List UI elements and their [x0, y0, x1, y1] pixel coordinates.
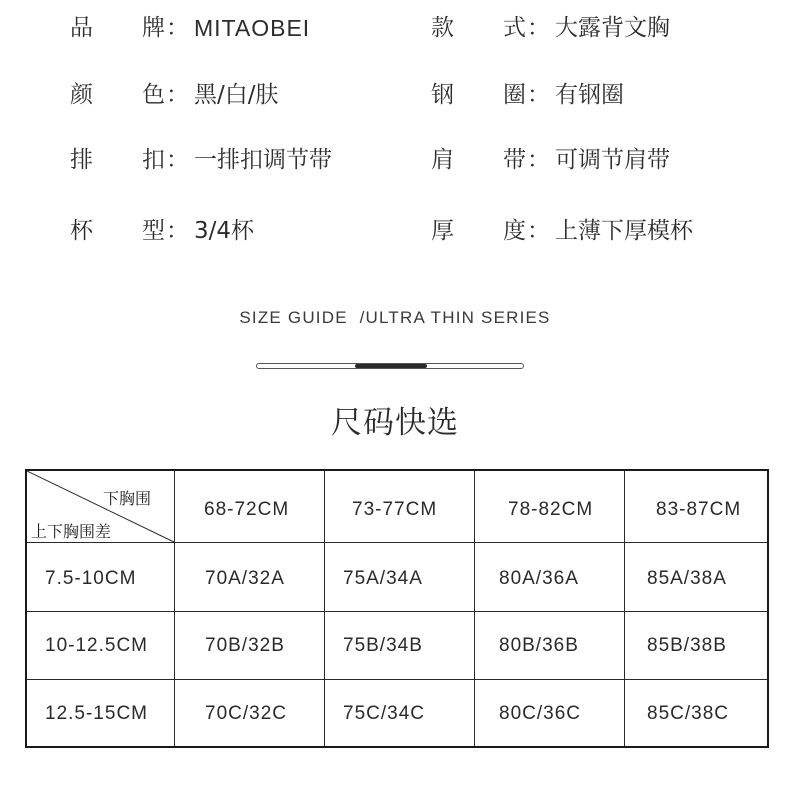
- table-cell: 80B/36B: [499, 635, 579, 656]
- table-cell: 85A/38A: [647, 568, 727, 589]
- spec-key-first: 品: [70, 15, 93, 41]
- spec-colon: ：: [166, 15, 189, 41]
- table-cell: 85B/38B: [647, 635, 727, 656]
- corner-header-underbust: 下胸围: [103, 489, 152, 508]
- spec-key-first: 款: [431, 15, 454, 41]
- spec-value: 一排扣调节带: [194, 147, 332, 173]
- spec-key-second: 度: [503, 218, 526, 244]
- spec-key-second: 圈: [503, 82, 526, 108]
- spec-key-first: 排: [70, 147, 93, 173]
- table-cell: 75C/34C: [343, 703, 425, 724]
- spec-key-second: 牌: [142, 15, 165, 41]
- row-header: 7.5-10CM: [45, 568, 137, 589]
- column-header: 68-72CM: [204, 499, 290, 520]
- spec-value: 可调节肩带: [555, 147, 670, 173]
- table-cell: 70B/32B: [205, 635, 285, 656]
- spec-colon: ：: [527, 218, 550, 244]
- spec-value: MITAOBEI: [194, 15, 311, 41]
- divider-bar-highlight: [355, 364, 427, 368]
- column-header: 73-77CM: [352, 499, 438, 520]
- table-cell: 75B/34B: [343, 635, 423, 656]
- table-cell: 80C/36C: [499, 703, 581, 724]
- spec-value: 3/4杯: [194, 218, 255, 244]
- spec-colon: ：: [166, 147, 189, 173]
- spec-key-second: 扣: [142, 147, 165, 173]
- spec-key-second: 式: [503, 15, 526, 41]
- spec-colon: ：: [527, 82, 550, 108]
- table-cell: 80A/36A: [499, 568, 579, 589]
- spec-colon: ：: [527, 147, 550, 173]
- spec-value: 上薄下厚模杯: [555, 218, 693, 244]
- row-header: 12.5-15CM: [45, 703, 148, 724]
- column-header: 78-82CM: [508, 499, 594, 520]
- table-cell: 85C/38C: [647, 703, 729, 724]
- table-cell: 70C/32C: [205, 703, 287, 724]
- table-column-divider: [474, 471, 475, 746]
- spec-colon: ：: [166, 218, 189, 244]
- spec-key-first: 颜: [70, 82, 93, 108]
- table-cell: 75A/34A: [343, 568, 423, 589]
- size-guide-title: 尺码快选: [331, 405, 459, 441]
- table-column-divider: [324, 471, 325, 746]
- spec-value: 大露背文胸: [555, 15, 670, 41]
- size-guide-subtitle: SIZE GUIDE /ULTRA THIN SERIES: [239, 308, 551, 327]
- row-header: 10-12.5CM: [45, 635, 148, 656]
- spec-colon: ：: [527, 15, 550, 41]
- table-row-divider: [27, 611, 767, 612]
- table-row-divider: [27, 679, 767, 680]
- column-header: 83-87CM: [656, 499, 742, 520]
- section-divider-bar: [256, 363, 524, 369]
- table-cell: 70A/32A: [205, 568, 285, 589]
- spec-key-second: 型: [142, 218, 165, 244]
- table-column-divider: [624, 471, 625, 746]
- corner-header-difference: 上下胸围差: [31, 522, 112, 541]
- spec-key-second: 带: [503, 147, 526, 173]
- spec-colon: ：: [166, 82, 189, 108]
- spec-value: 有钢圈: [555, 82, 624, 108]
- size-table: [25, 469, 769, 748]
- spec-key-first: 杯: [70, 218, 93, 244]
- spec-key-second: 色: [142, 82, 165, 108]
- spec-value: 黑/白/肤: [194, 82, 279, 108]
- spec-key-first: 厚: [431, 218, 454, 244]
- spec-key-first: 肩: [431, 147, 454, 173]
- spec-key-first: 钢: [431, 82, 454, 108]
